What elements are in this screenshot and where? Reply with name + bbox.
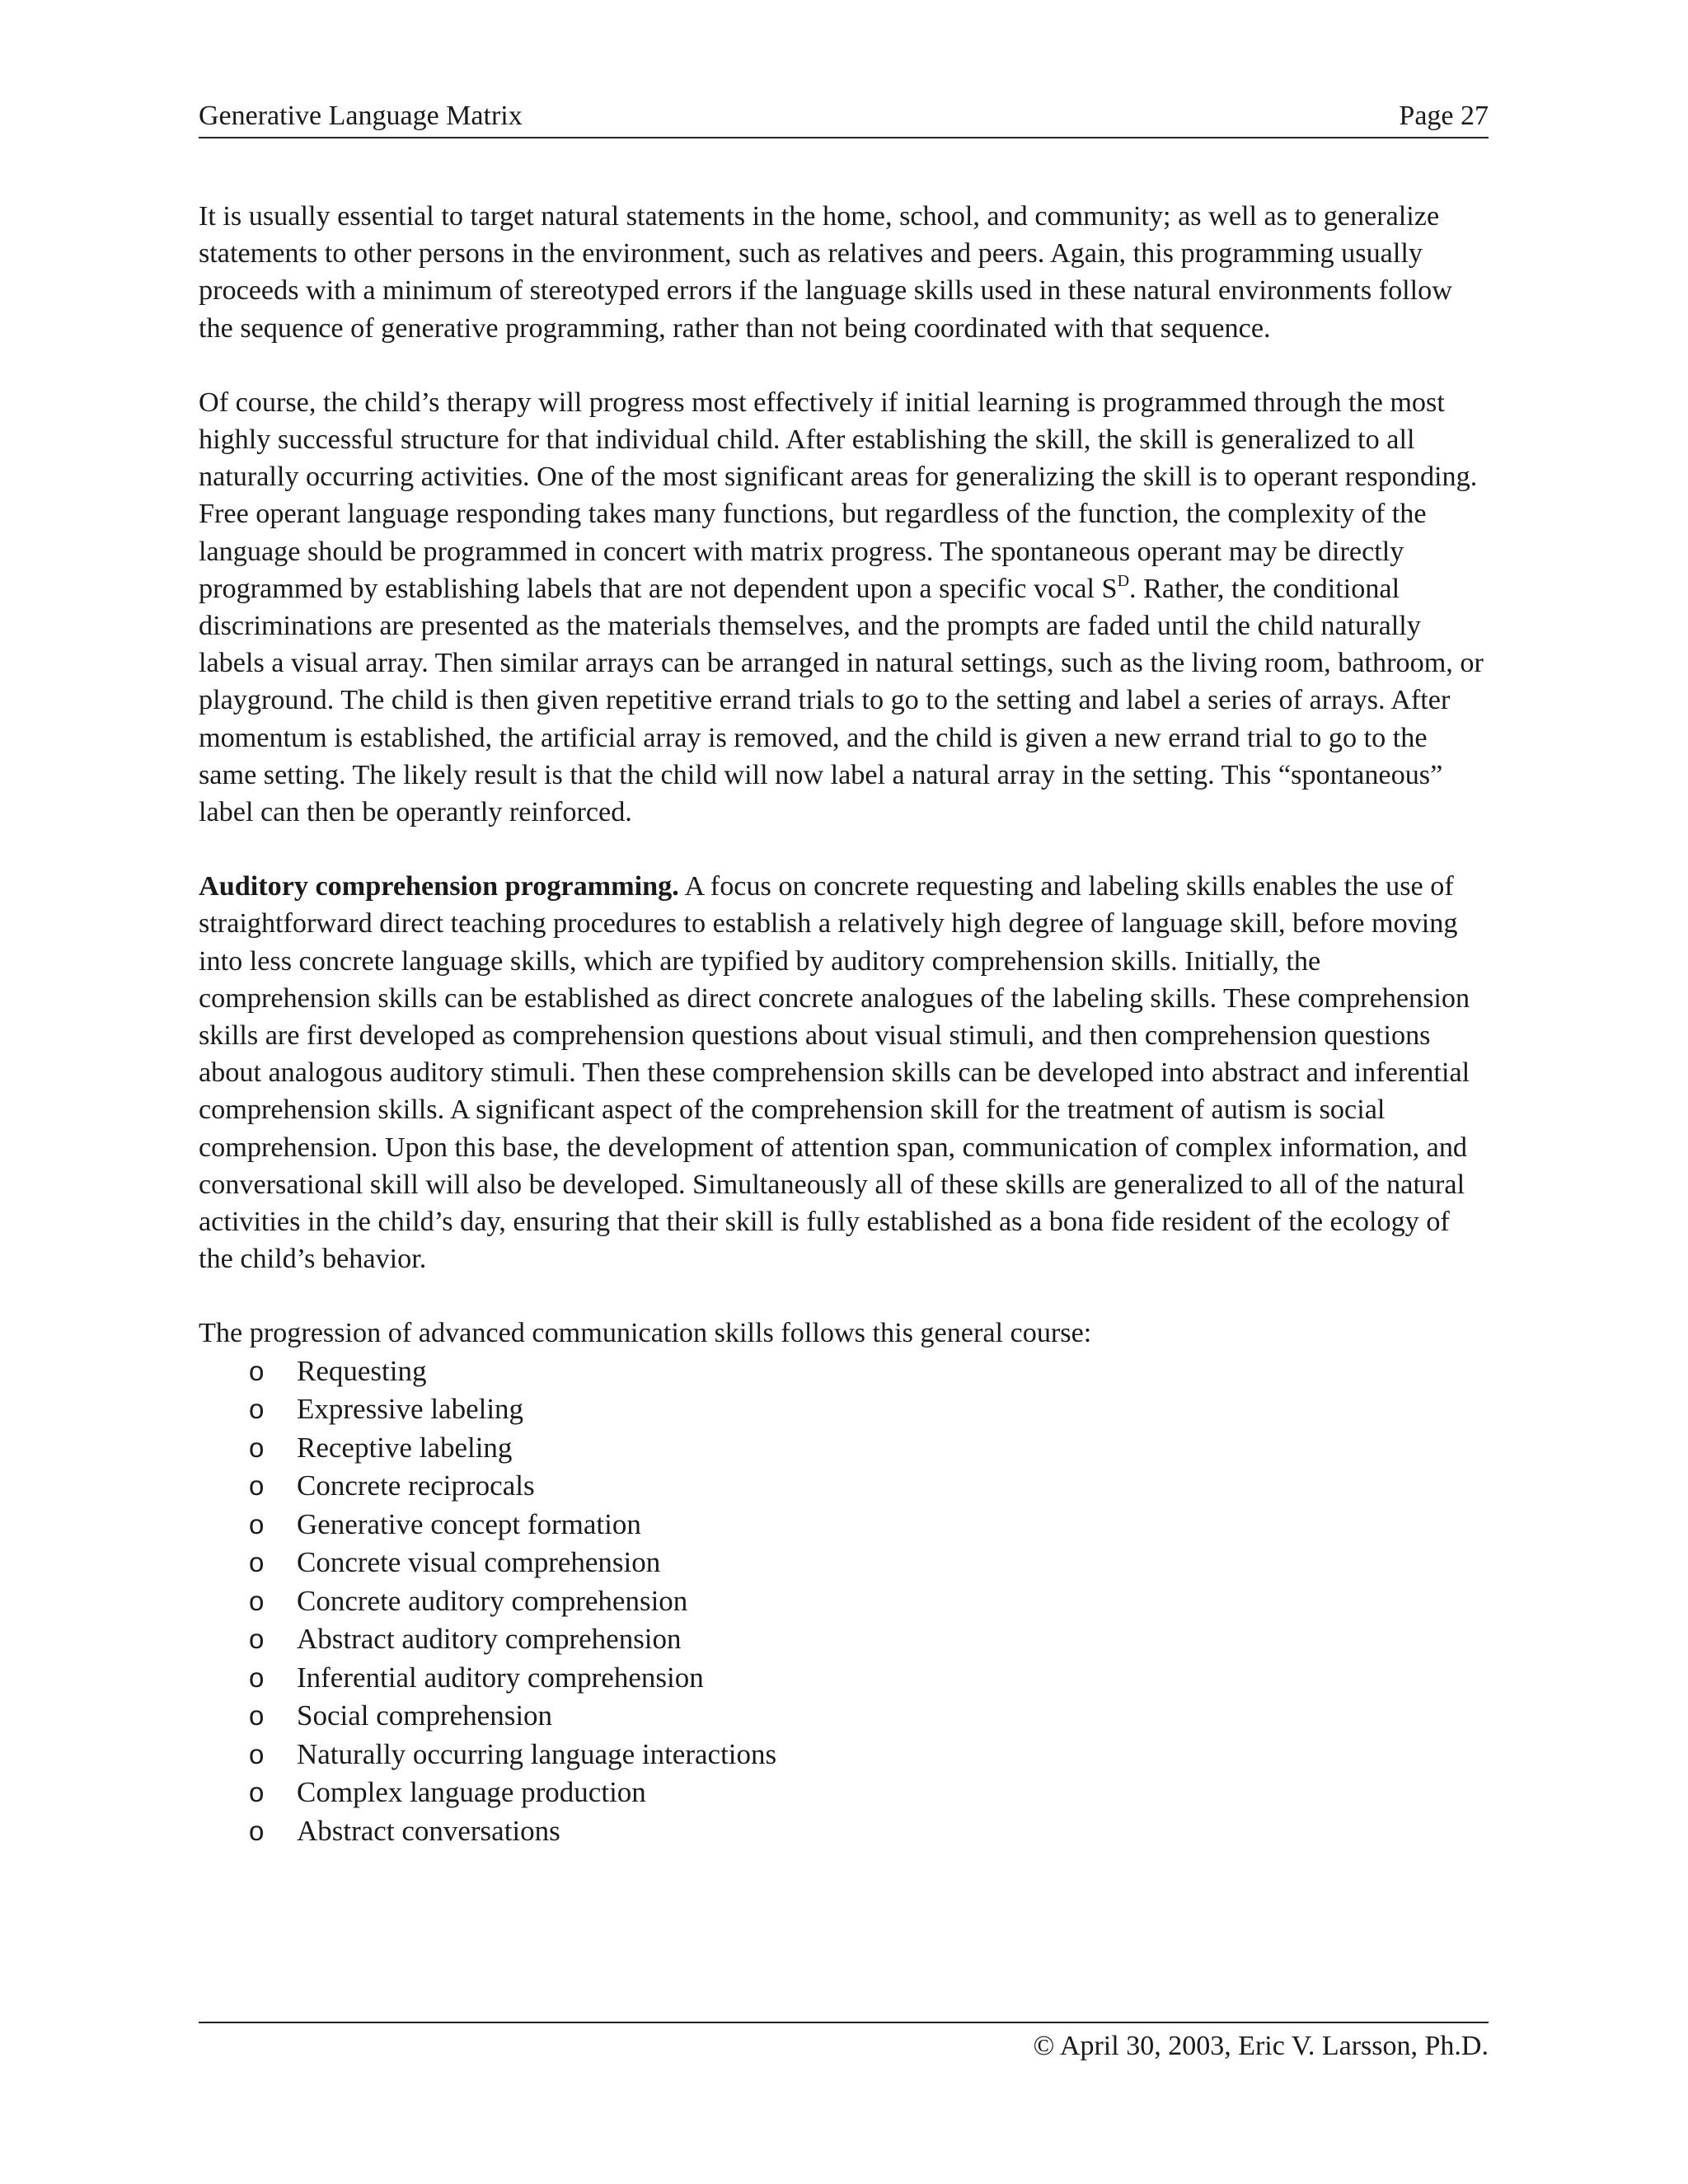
bullet-icon: o: [249, 1508, 265, 1540]
list-item: o Generative concept formation: [199, 1506, 1489, 1544]
bullet-icon: o: [249, 1394, 265, 1425]
bullet-icon: o: [249, 1661, 265, 1693]
page-body: [199, 198, 1489, 1850]
list-item: o Complex language production: [199, 1774, 1489, 1812]
bullet-icon: o: [249, 1700, 265, 1732]
list-item: o Abstract auditory comprehension: [199, 1620, 1489, 1659]
list-item: o Inferential auditory comprehension: [199, 1659, 1489, 1698]
paragraph-auditory-comprehension: [199, 868, 1489, 1277]
list-item: o Expressive labeling: [199, 1390, 1489, 1429]
bullet-icon: o: [249, 1624, 265, 1655]
page-footer: [199, 2022, 1489, 2069]
bullet-icon: o: [249, 1815, 265, 1846]
copyright-notice: © April 30, 2003, Eric V. Larsson, Ph.D.: [1033, 2031, 1489, 2061]
paragraph-progression-intro: The progression of advanced communication skills follows this general course:: [199, 1318, 1092, 1349]
bullet-icon: o: [249, 1470, 265, 1502]
list-item: o Receptive labeling: [199, 1429, 1489, 1468]
bullet-icon: o: [249, 1355, 265, 1386]
section-heading-auditory: Auditory comprehension programming.: [199, 871, 679, 902]
running-title: Generative Language Matrix: [199, 101, 523, 131]
bullet-icon: o: [249, 1738, 265, 1769]
paragraph-natural-statements: It is usually essential to target natural statements in the home, school, and community; as well as to generalize statements to other persons in the environment, such as relatives and peers. Again, this programming usually proceeds with a minimum of stereotyped errors if the language skills used in these natural environments follow the sequence of generative programming, rather than not being coordinated with that sequence.: [199, 201, 1452, 344]
list-item: o Concrete visual comprehension: [199, 1544, 1489, 1582]
list-item: o Naturally occurring language interactions: [199, 1736, 1489, 1774]
list-item: o Abstract conversations: [199, 1812, 1489, 1851]
paragraph-therapy-text-b: . Rather, the conditional discriminations are presented as the materials themselves, and the prompts are faded until the child naturally labels a visual array. Then similar arrays can be arranged in natural settings, such as the living room, bathroom, or playground. The child is then given repetitive errand trials to go to the setting and label a series of arrays. After momentum is established, the artificial array is removed, and the child is given a new errand trial to go to the same setting. The likely result is that the child will now label a natural array in the setting. This “spontaneous” label can then be operantly reinforced.: [199, 573, 1484, 828]
paragraph-therapy-text-a: Of course, the child’s therapy will progress most effectively if initial learning is programmed through the most highly successful structure for that individual child. After establishing the skill, the skill is generalized to all naturally occurring activities. One of the most significant areas for generalizing the skill is to operant responding. Free operant language responding takes many functions, but regardless of the function, the complexity of the language should be programmed in concert with matrix progress. The spontaneous operant may be directly programmed by establishing labels that are not dependent upon a specific vocal S: [199, 387, 1478, 604]
paragraph-therapy-progress: [199, 384, 1489, 831]
bullet-icon: o: [249, 1547, 265, 1578]
list-item: o Social comprehension: [199, 1697, 1489, 1736]
document-page: [199, 0, 1489, 2184]
bullet-icon: o: [249, 1585, 265, 1616]
list-item: o Concrete reciprocals: [199, 1467, 1489, 1506]
page-header: [199, 96, 1489, 138]
paragraph-auditory-text: A focus on concrete requesting and labeling skills enables the use of straightforward direct teaching procedures to establish a relatively high degree of language skill, before moving into less concrete language skills, which are typified by auditory comprehension skills. Initially, the comprehension skills can be established as direct concrete analogues of the labeling skills. These comprehension skills are first developed as comprehension questions about visual stimuli, and then comprehension questions about analogous auditory stimuli. Then these comprehension skills can be developed into abstract and inferential comprehension skills. A significant aspect of the comprehension skill for the treatment of autism is social comprehension. Upon this base, the development of attention span, communication of complex information, and conversational skill will also be developed. Simultaneously all of these skills are generalized to all of the natural activities in the child’s day, ensuring that their skill is fully established as a bona fide resident of the ecology of the child’s behavior.: [199, 871, 1470, 1275]
bullet-icon: o: [249, 1777, 265, 1808]
list-item: o Concrete auditory comprehension: [199, 1582, 1489, 1621]
bullet-icon: o: [249, 1432, 265, 1463]
list-item: o Requesting: [199, 1352, 1489, 1391]
page-number: Page 27: [1399, 101, 1489, 131]
superscript-d: D: [1117, 571, 1130, 590]
progression-list: [199, 1352, 1489, 1851]
